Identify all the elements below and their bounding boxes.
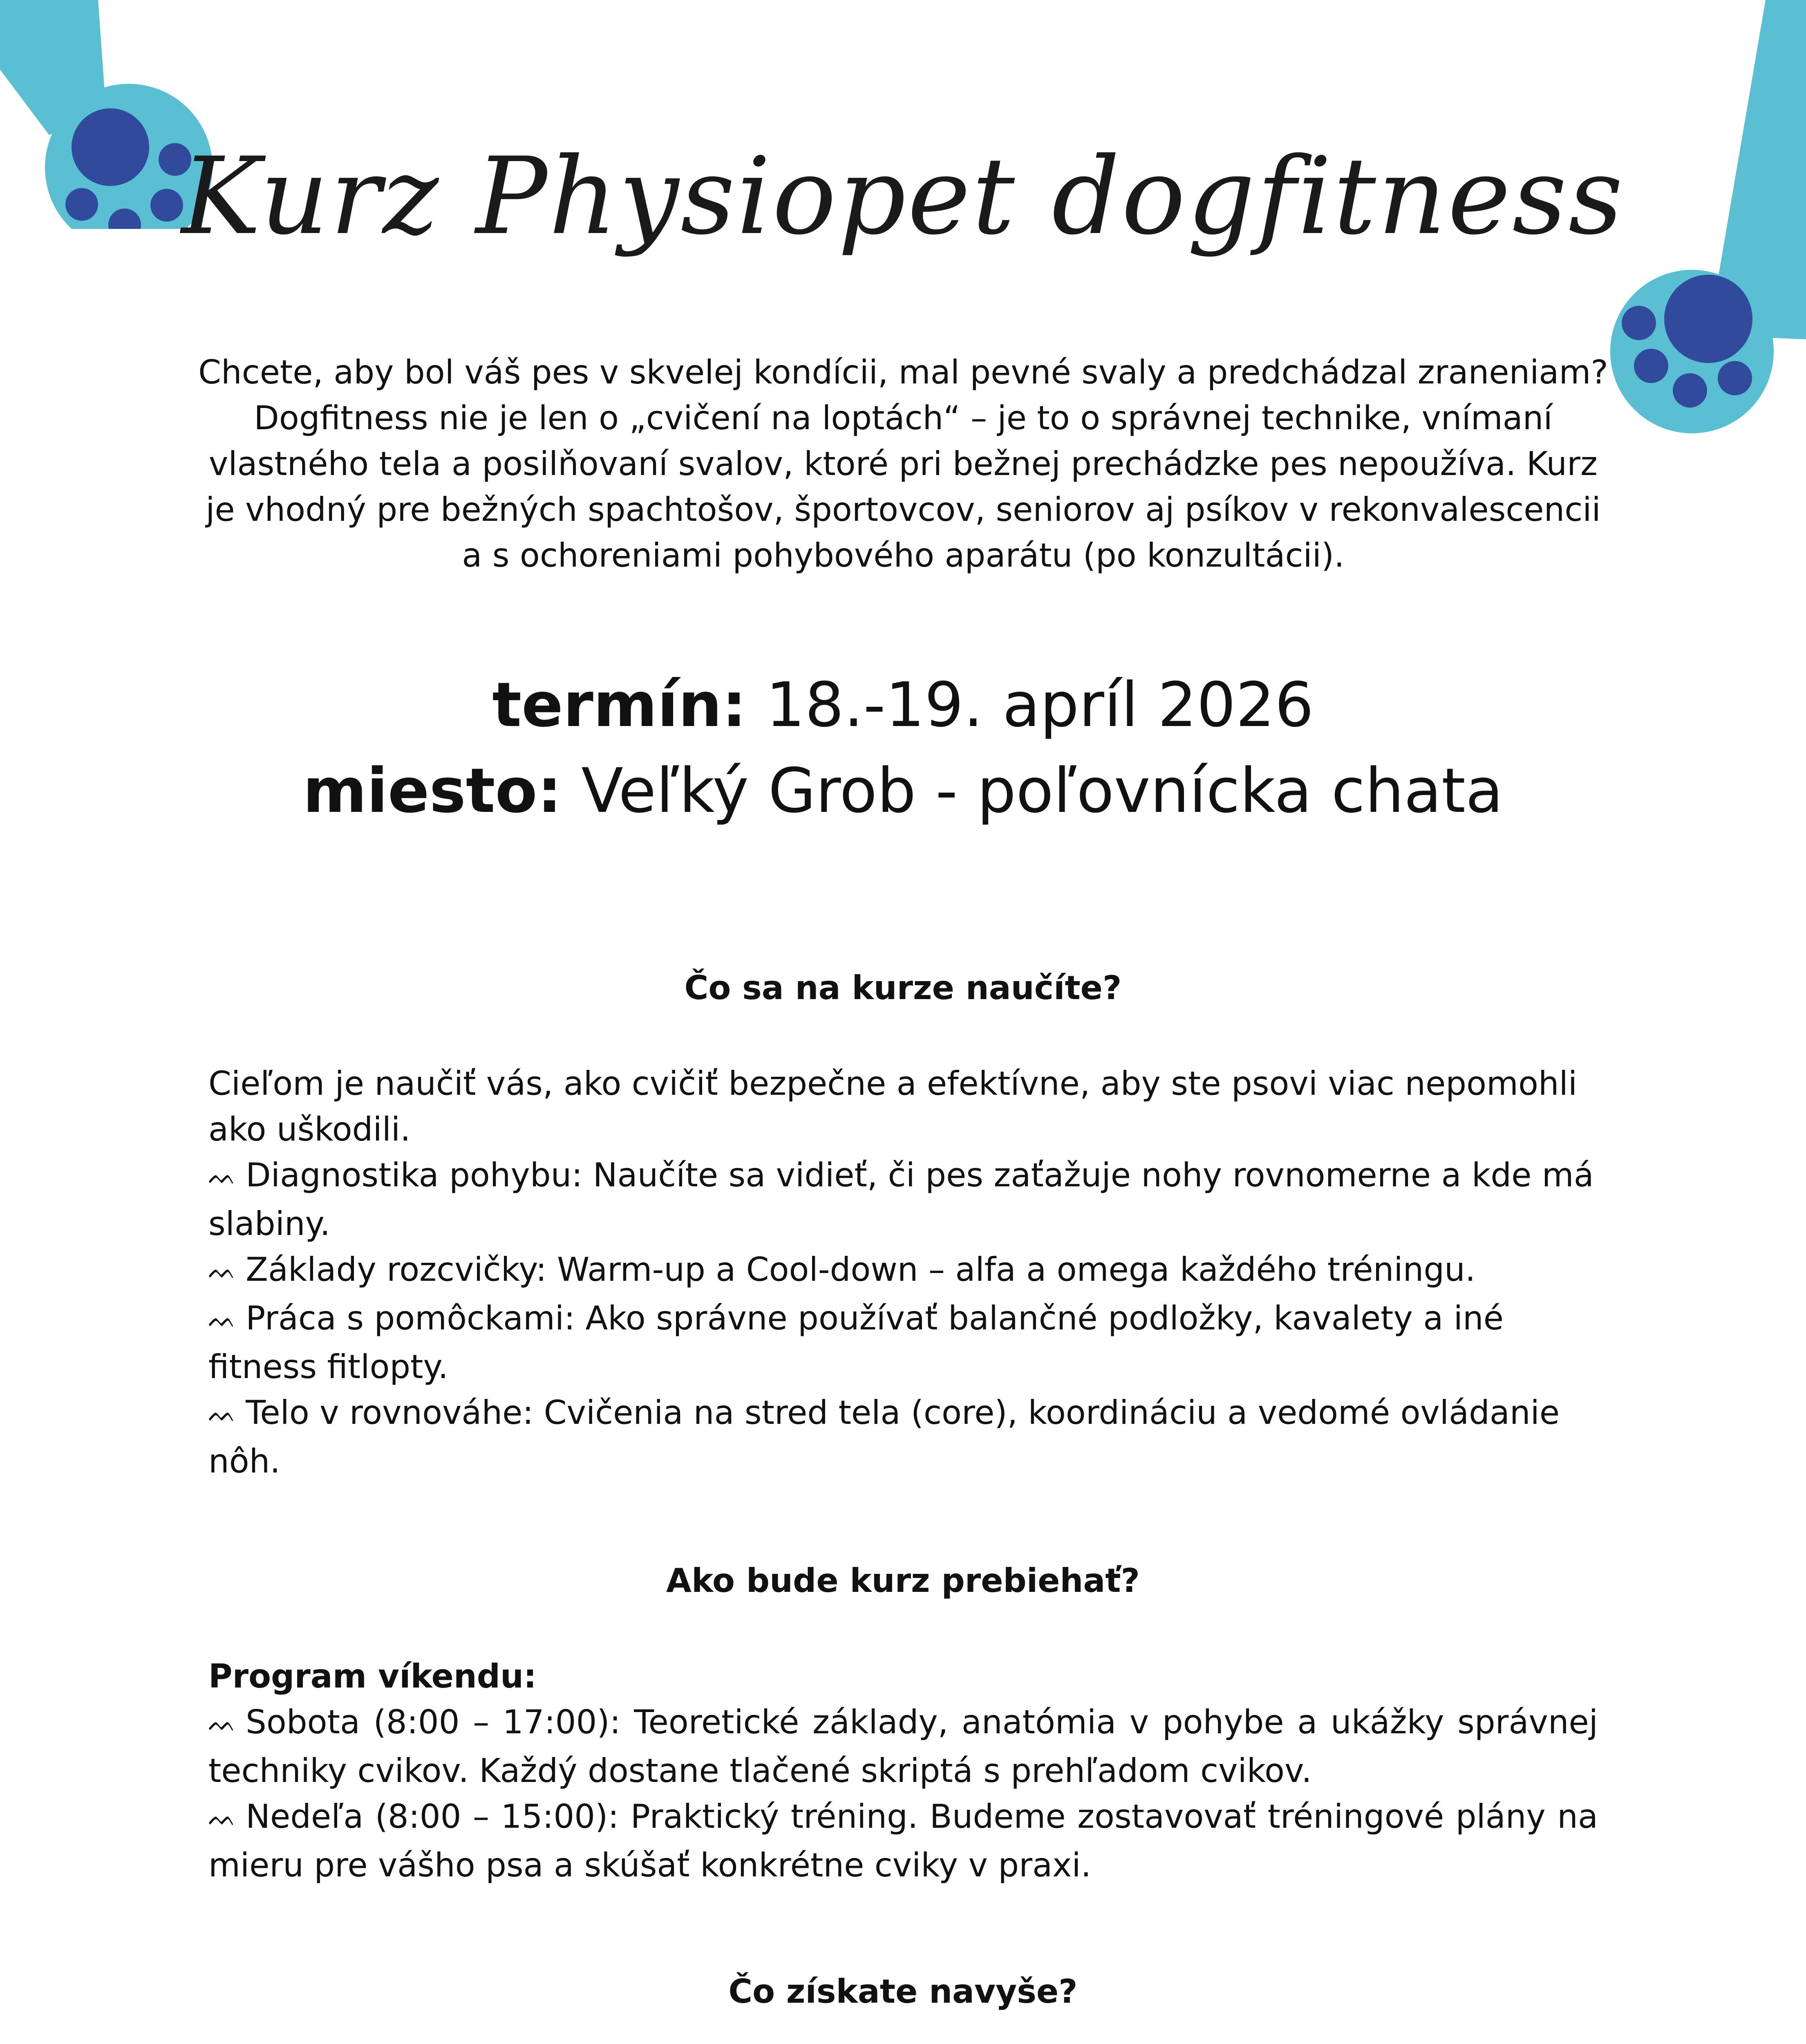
event-place-value: Veľký Grob - poľovnícka chata	[581, 755, 1503, 827]
list-item: ᨓ Základy rozcvičky: Warm-up a Cool-down – alfa a omega každého tréningu.	[208, 1251, 1476, 1289]
intro-paragraph: Chcete, aby bol váš pes v skvelej kondícii, mal pevné svaly a predchádzal zraneniam? Dogfitness nie je len o „cvičení na loptách“ – je to o správnej technike, vnímaní vlastného tela a posilňovaní svalov, ktoré pri bežnej prechádzke pes nepoužíva. Kurz je vhodný pre bežných spachtošov, športovcov, seniorov aj psíkov v rekonvalescencii a s ochoreniami pohybového aparátu (po konzultácii).	[198, 353, 1608, 574]
learn-section	[208, 1061, 1598, 1484]
event-place-label: miesto:	[303, 755, 562, 827]
paw-toe-right-4	[1718, 361, 1752, 395]
list-item: ᨓ Sobota (8:00 – 17:00): Teoretické základy, anatómia v pohybe a ukážky správnej techniky cvikov. Každý dostane tlačené skriptá s prehľadom cvikov.	[208, 1703, 1598, 1790]
extras-heading: Čo získate navyše?	[728, 1972, 1078, 2010]
paw-toe-right-2	[1634, 349, 1668, 383]
event-info	[0, 662, 1806, 834]
event-date-label: termín:	[492, 670, 747, 741]
paw-pad-main-right	[1664, 275, 1752, 363]
list-item: ᨓ Telo v rovnováhe: Cvičenia na stred tela (core), koordináciu a vedomé ovládanie nôh.	[208, 1394, 1560, 1480]
wave-bullet-icon: ᨓ	[208, 1305, 237, 1333]
program-section	[208, 1654, 1598, 1888]
event-date-value: 18.-19. apríl 2026	[766, 670, 1314, 741]
program-heading: Ako bude kurz prebiehať?	[666, 1562, 1140, 1600]
page-title: Kurz Physiopet dogfitness	[181, 135, 1625, 258]
wave-bullet-icon: ᨓ	[208, 1709, 237, 1737]
list-item: ᨓ Nedeľa (8:00 – 15:00): Praktický tréning. Budeme zostavovať tréningové plány na mieru pre vášho psa a skúšať konkrétne cviky v praxi.	[208, 1797, 1598, 1884]
list-item: ᨓ Práca s pomôckami: Ako správne používať balančné podložky, kavalety a iné fitness fitlopty.	[208, 1299, 1504, 1386]
wave-bullet-icon: ᨓ	[208, 1399, 237, 1427]
wave-bullet-icon: ᨓ	[208, 1803, 237, 1831]
wave-bullet-icon: ᨓ	[208, 1162, 237, 1190]
event-date-line	[0, 662, 1806, 748]
learn-intro: Cieľom je naučiť vás, ako cvičiť bezpečne a efektívne, aby ste psovi viac nepomohli ako uškodili.	[208, 1065, 1578, 1148]
paw-toe-right-1	[1622, 306, 1656, 340]
learn-heading: Čo sa na kurze naučíte?	[684, 969, 1122, 1007]
paw-toe-right-3	[1673, 373, 1707, 408]
wave-bullet-icon: ᨓ	[208, 1256, 237, 1284]
event-place-line	[0, 748, 1806, 834]
program-subheading: Program víkendu:	[208, 1657, 537, 1695]
list-item: ᨓ Diagnostika pohybu: Naučíte sa vidieť, či pes zaťažuje nohy rovnomerne a kde má slabiny.	[208, 1156, 1594, 1243]
